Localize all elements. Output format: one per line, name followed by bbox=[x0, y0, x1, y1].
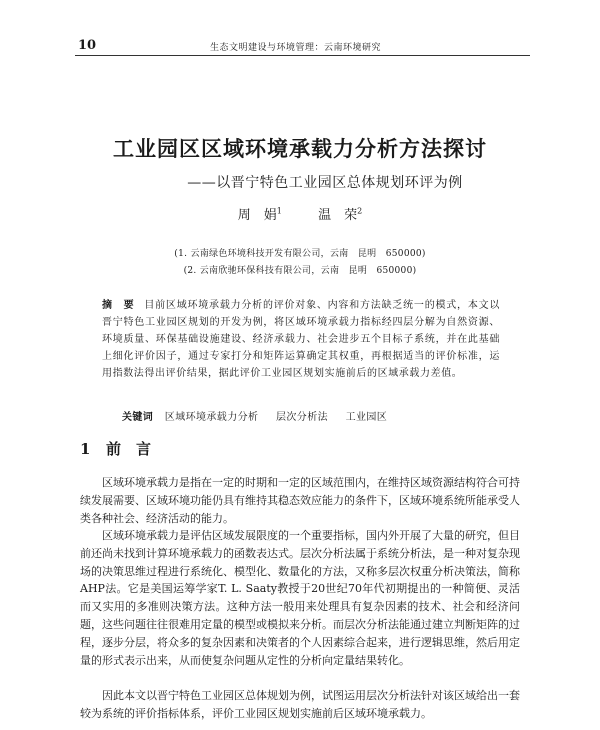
running-head: 生态文明建设与环境管理：云南环境研究 bbox=[210, 43, 382, 53]
section-heading bbox=[80, 438, 151, 459]
header-rule bbox=[75, 55, 530, 56]
paper-title: 工业园区区域环境承载力分析方法探讨 bbox=[113, 136, 487, 161]
author-name: 周 娟 bbox=[237, 208, 277, 223]
keyword: 工业园区 bbox=[345, 412, 388, 423]
section-title: 前 言 bbox=[106, 440, 152, 458]
body-paragraph: 因此本文以晋宁特色工业园区总体规划为例，试图运用层次分析法针对该区域给出一套较为系统的评价指标体系，评价工业园区规划实施前后区域环境承载力。 bbox=[80, 689, 520, 720]
affiliation-2: (2. 云南欣驰环保科技有限公司，云南 昆明 650000) bbox=[183, 266, 417, 276]
author-affiliation-mark: 1 bbox=[276, 206, 282, 216]
abstract-text: 目前区域环境承载力分析的评价对象、内容和方法缺乏统一的模式，本文以晋宁特色工业园区规划的开发为例，将区域环境承载力指标经四层分解为自然资源、环境质量、环保基础设施建设、经济承载力、社会进步五个目标子系统，并在此基础上细化评价因子，通过专家打分和矩阵运算确定其权重，再根据适当的评价标准，运用指数法得出评价结果，据此评价工业园区规划实施前后的区域承载力差值。 bbox=[102, 300, 500, 379]
keyword: 层次分析法 bbox=[276, 412, 328, 423]
affiliation-1: (1. 云南绿色环境科技开发有限公司，云南 昆明 650000) bbox=[174, 249, 426, 259]
keywords bbox=[122, 408, 401, 423]
paper-subtitle: ——以晋宁特色工业园区总体规划环评为例 bbox=[187, 175, 463, 191]
page-number: 10 bbox=[78, 38, 97, 53]
keyword: 区域环境承载力分析 bbox=[164, 412, 259, 423]
author-name: 温 荣 bbox=[318, 208, 358, 223]
author-affiliation-mark: 2 bbox=[357, 206, 363, 216]
abstract bbox=[102, 297, 500, 382]
keywords-label: 关键词 bbox=[122, 412, 154, 423]
body-paragraph: 区域环境承载力是评估区域发展限度的一个重要指标，国内外开展了大量的研究，但目前还尚未找到计算环境承载力的函数表达式。层次分析法属于系统分析法，是一种对复杂现场的决策思维过程进行系统化、模型化、数量化的方法，又称多层次权重分析决策法，简称AHP法。它是美国运筹学家T. L. Saaty教授于20世纪70年代初期提出的一种简便、灵活而又实用的多准则决策方法。这种方法一般用来处理具有复杂因素的技术、社会和经济问题，这些问题往往很难用定量的模型或模拟来分析。而层次分析法能通过建立判断矩阵的过程，逐步分层，将众多的复杂因素和决策者的个人因素综合起来，进行逻辑思维，然后用定量的形式表示出来，从而使复杂问题从定性的分析向定量结果转化。 bbox=[80, 529, 520, 667]
body-paragraph: 区域环境承载力是指在一定的时期和一定的区域范围内，在维持区域资源结构符合可持续发展需要、区域环境功能仍具有维持其稳态效应能力的条件下，区域环境系统所能承受人类各种社会、经济活动的能力。 bbox=[80, 476, 520, 525]
author-list bbox=[0, 204, 600, 223]
abstract-label: 摘 要 bbox=[102, 300, 135, 311]
section-number: 1 bbox=[80, 440, 91, 458]
